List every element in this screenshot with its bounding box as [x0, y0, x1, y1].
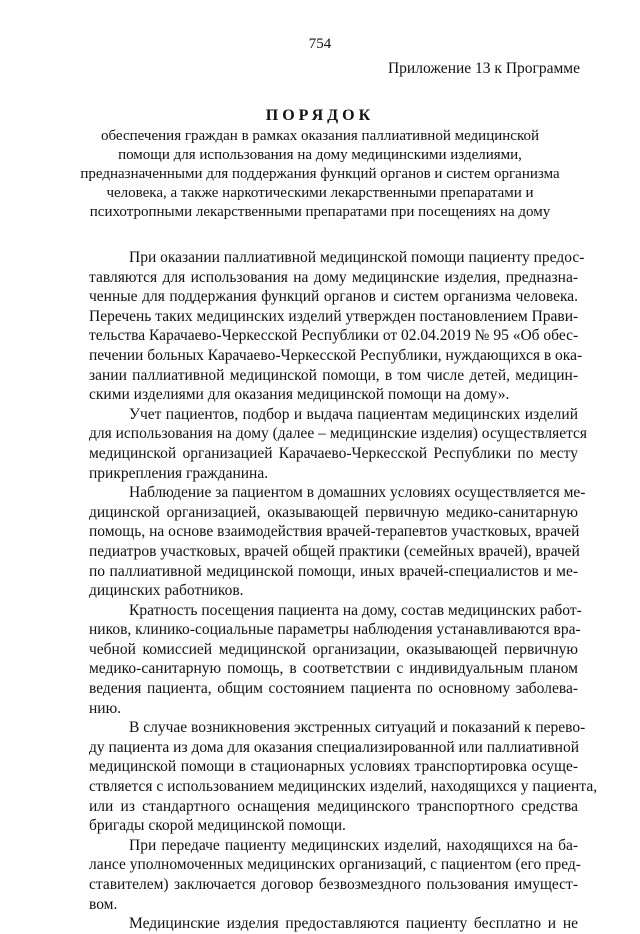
text-line: ду пациента из дома для оказания специализированной или паллиативной [89, 738, 579, 756]
page-number: 754 [308, 36, 332, 52]
text-line: медицинской организацией Карачаево-Черкесской Республики по месту [89, 444, 578, 462]
subtitle-line: человека, а также наркотическими лекарственными препаратами и [106, 185, 534, 201]
text-line: педиатров участковых, врачей общей практики (семейных врачей), врачей [89, 542, 580, 560]
document-title: ПОРЯДОК [265, 107, 375, 124]
text-line: нию. [89, 699, 122, 717]
text-line: тельства Карачаево-Черкесской Республики от 02.04.2019 № 95 «Об обес- [89, 327, 579, 345]
text-line: При передаче пациенту медицинских изделий, находящихся на ба- [129, 836, 578, 854]
text-line: Наблюдение за пациентом в домашних условиях осуществляется ме- [129, 484, 586, 502]
text-line: печении больных Карачаево-Черкесской Республики, нуждающихся в ока- [89, 346, 583, 364]
text-line: лансе уполномоченных медицинских организаций, с пациентом (его пред- [89, 856, 581, 874]
text-line: зании паллиативной медицинской помощи, в том числе детей, медицин- [89, 366, 578, 384]
text-line: При оказании паллиативной медицинской помощи пациенту предос- [129, 249, 585, 266]
subtitle-line: обеспечения граждан в рамках оказания паллиативной медицинской [101, 128, 539, 144]
appendix-label: Приложение 13 к Программе [387, 60, 580, 77]
text-line: для использования на дому (далее – медицинские изделия) осуществляется [89, 425, 588, 443]
text-line: дицинской организацией, оказывающей первичную медико-санитарную [89, 503, 578, 521]
paragraph [89, 248, 585, 405]
text-line: дицинских работников. [89, 582, 244, 600]
paragraph [89, 483, 586, 601]
text-line: ставителем) заключается договор безвозмездного пользования имущест- [89, 876, 578, 893]
paragraph [89, 718, 598, 836]
subtitle-line: помощи для использования на дому медицинскими изделиями, [118, 147, 522, 163]
text-line: скими изделиями для оказания медицинской помощи на дому». [89, 386, 510, 404]
document-body [89, 248, 598, 934]
text-line: бригады скорой медицинской помощи. [89, 817, 346, 835]
text-line: тавляются для использования на дому медицинские изделия, предназна- [89, 268, 578, 286]
paragraph [89, 405, 588, 483]
text-line: или из стандартного оснащения медицинского транспортного средства [89, 797, 578, 815]
text-line: медицинской помощи в стационарных условиях транспортировка осуще- [89, 758, 578, 776]
text-line: Перечень таких медицинских изделий утвержден постановлением Прави- [89, 307, 579, 325]
subtitle-line: психотропными лекарственными препаратами при посещениях на дому [89, 204, 551, 220]
text-line: медико-санитарную помощь, в соответствии с индивидуальным планом [89, 660, 578, 678]
text-line: В случае возникновения экстренных ситуаций и показаний к перево- [129, 719, 586, 737]
text-line: вом. [89, 895, 118, 913]
text-line: Медицинские изделия предоставляются пациенту бесплатно и не [129, 915, 578, 933]
text-line: прикрепления гражданина. [89, 464, 269, 482]
subtitle-line: предназначенными для поддержания функций органов и систем организма [80, 166, 560, 182]
text-line: ников, клинико-социальные параметры наблюдения устанавливаются вра- [89, 621, 581, 639]
paragraph [89, 836, 581, 914]
text-line: Учет пациентов, подбор и выдача пациентам медицинских изделий [129, 405, 578, 423]
text-line: чебной комиссией медицинской организации, оказывающей первичную [89, 640, 578, 658]
text-line: ствляется с использованием медицинских изделий, находящихся у пациента, [89, 778, 598, 796]
text-line: помощь, на основе взаимодействия врачей-терапевтов участковых, врачей [89, 523, 580, 541]
text-line: ченные для поддержания функций органов и систем организма человека. [89, 288, 578, 306]
paragraph [89, 601, 582, 719]
text-line: Кратность посещения пациента на дому, состав медицинских работ- [129, 601, 582, 619]
paragraph [89, 914, 578, 934]
text-line: по паллиативной медицинской помощи, иных врачей-специалистов и ме- [89, 562, 578, 580]
text-line: ведения пациента, общим состоянием пациента по основному заболева- [89, 680, 578, 698]
document-subtitle [70, 127, 570, 222]
